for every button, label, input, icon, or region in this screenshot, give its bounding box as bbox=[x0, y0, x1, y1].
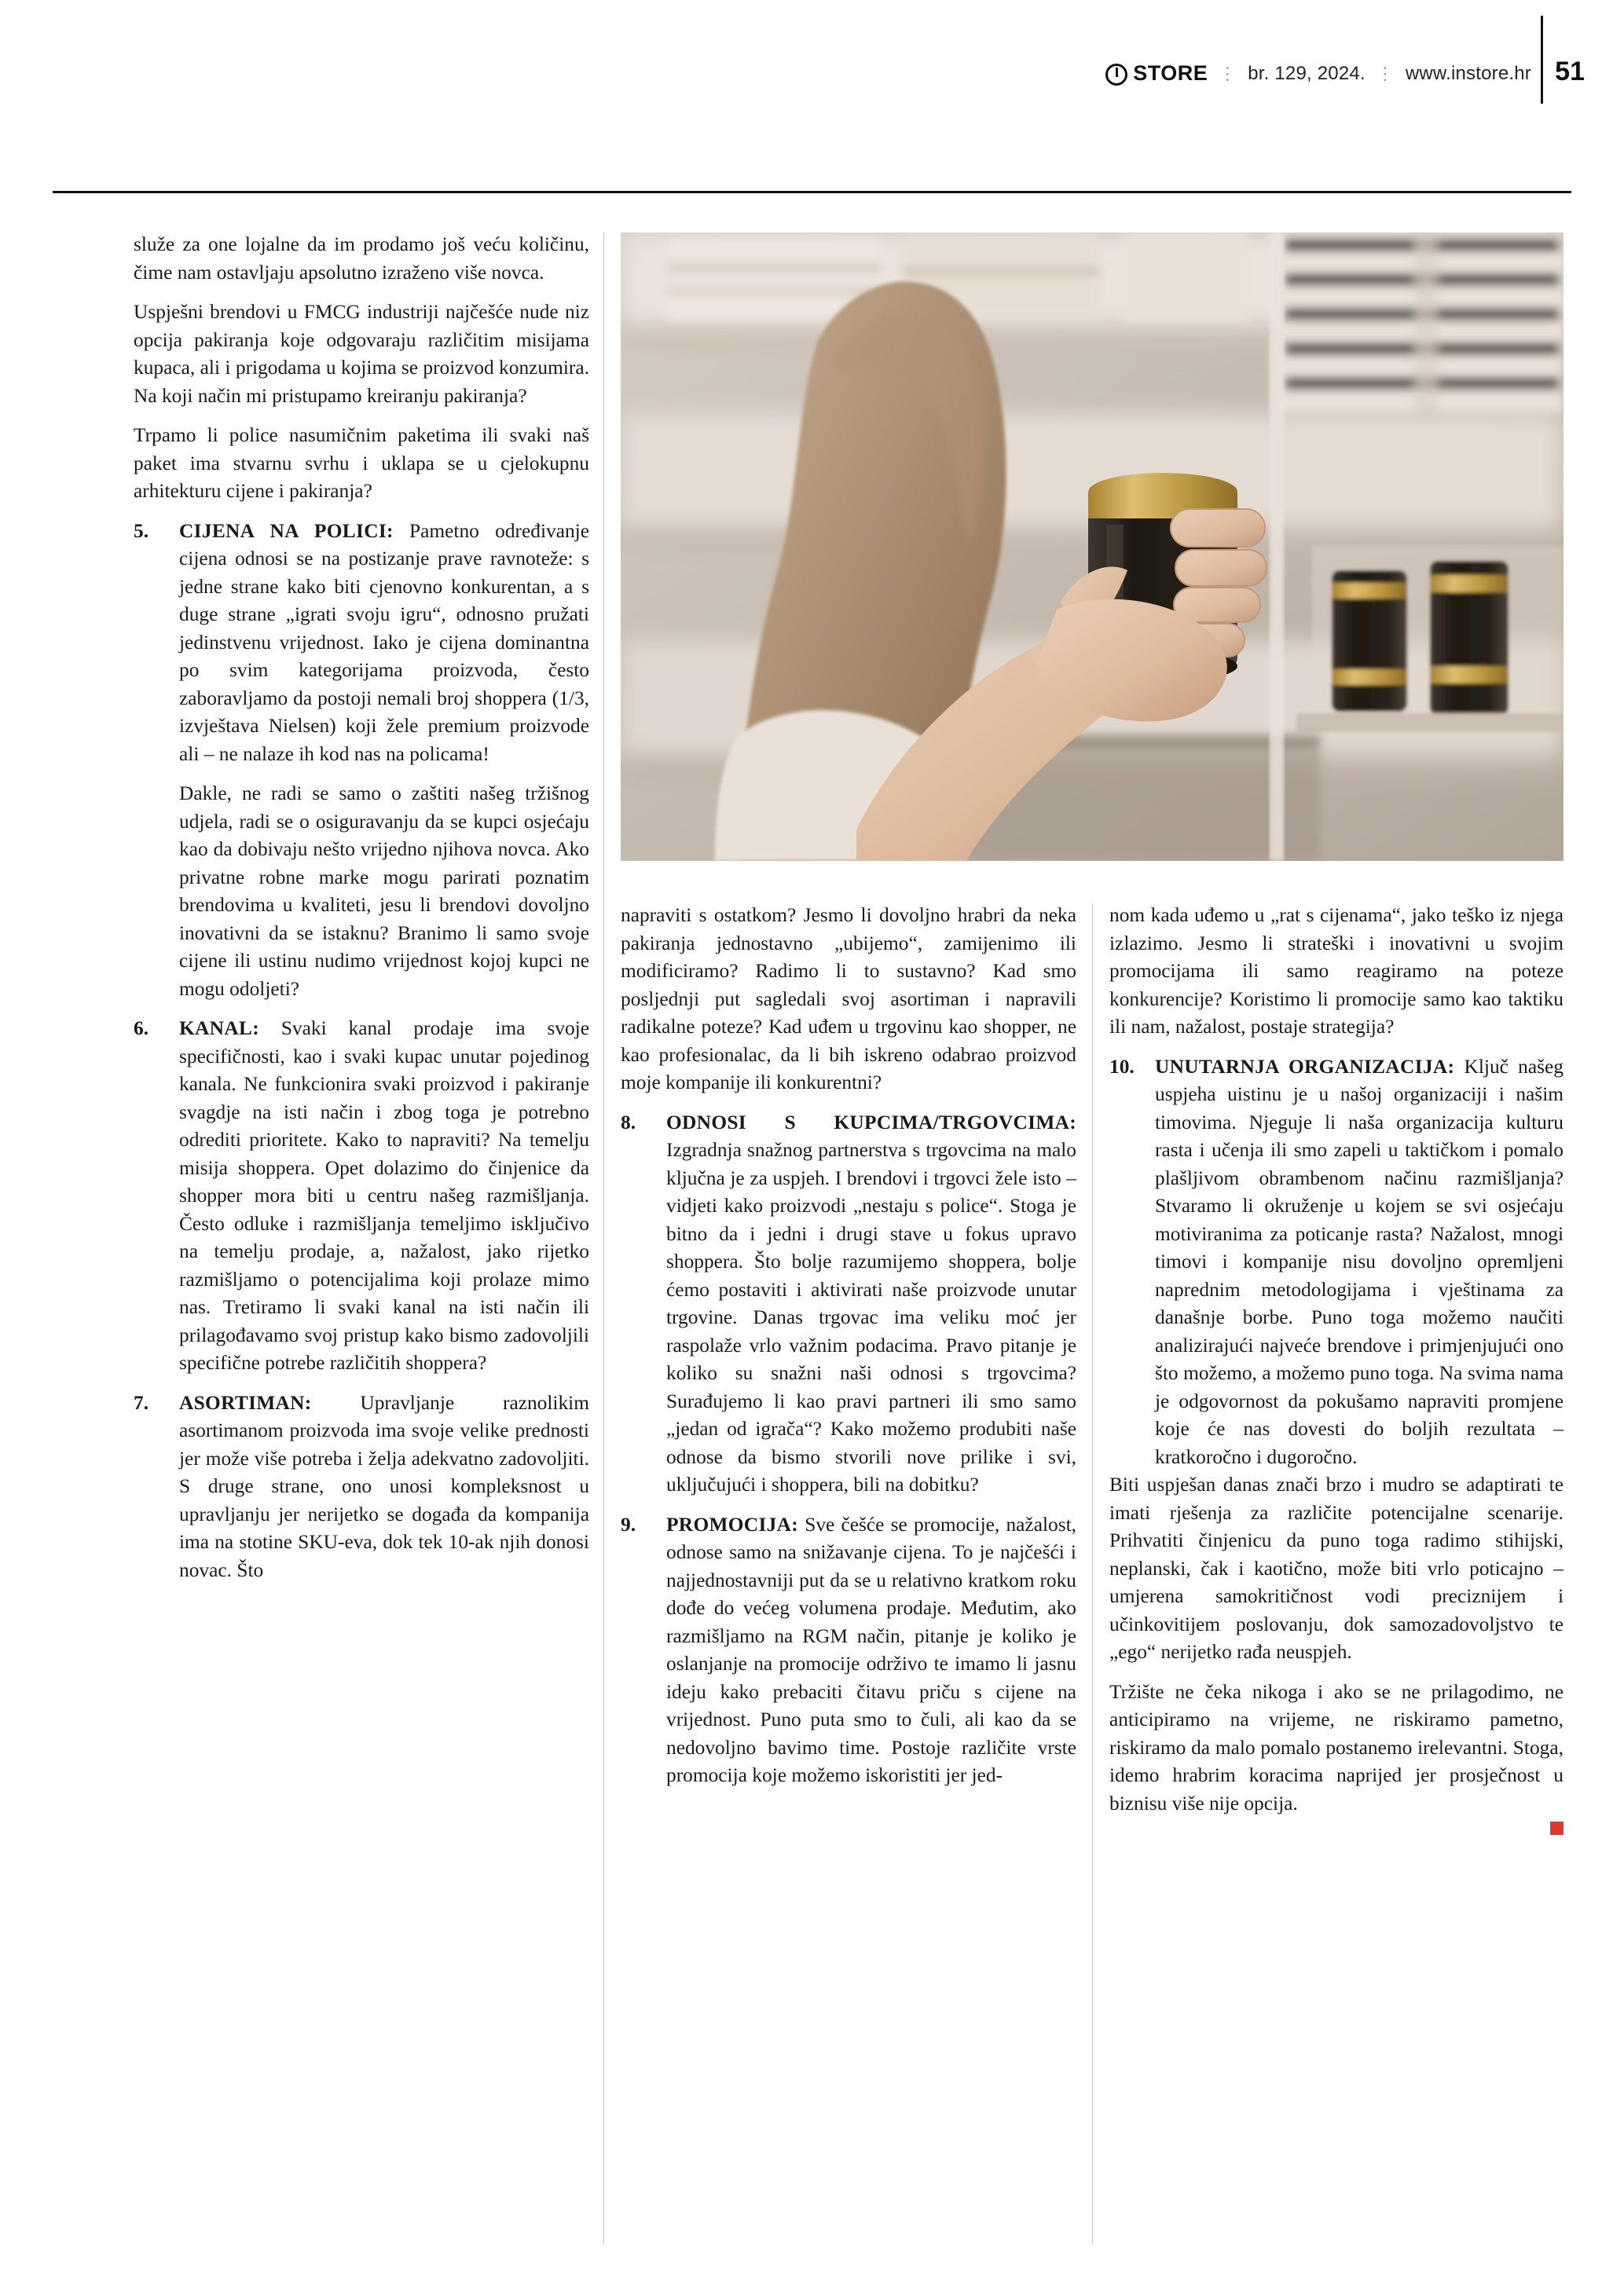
list-item-8 bbox=[621, 1109, 1076, 1500]
paragraph: Tržište ne čeka nikoga i ako se ne prilagodimo, ne anticipiramo na vrijeme, ne riskiramo pametno, riskiramo da malo pomalo postanemo irelevantni. Stoga, idemo hrabrim koracima naprijed jer prosječnost u biznisu više nije opcija. bbox=[1109, 1680, 1564, 1814]
paragraph bbox=[666, 1109, 1076, 1500]
paragraph bbox=[179, 1390, 589, 1585]
paragraph bbox=[179, 1015, 589, 1378]
issue-label: br. 129, 2024. bbox=[1248, 62, 1366, 84]
list-number: 9. bbox=[621, 1513, 636, 1536]
shopper-photo-illustration bbox=[621, 233, 1564, 861]
instore-logo bbox=[1105, 61, 1208, 86]
brand-name: STORE bbox=[1133, 61, 1208, 85]
header-meta bbox=[1105, 61, 1531, 86]
column-divider-1 bbox=[603, 233, 604, 2243]
list-lead: UNUTARNJA ORGANIZACIJA: bbox=[1155, 1055, 1455, 1078]
list-number: 8. bbox=[621, 1111, 636, 1133]
paragraph: služe za one lojalne da im prodamo još veću količinu, čime nam ostavljaju apsolutno izraženo više novca. bbox=[134, 233, 589, 284]
paragraph: Biti uspješan danas znači brzo i mudro se adaptirati te imati rješenja za različite potencijalne scenarije. Prihvatiti činjenicu da puno toga radimo stihijski, neplanski, čak i kaotično, može biti vrlo poticajno – umjerena samokritičnost vodi preciznijem i učinkovitijem poslovanju, dok samozadovoljstvo te „ego“ nerijetko rađa neuspjeh. bbox=[1109, 1474, 1564, 1663]
website-label: www.instore.hr bbox=[1405, 62, 1531, 84]
list-lead: ODNOSI S KUPCIMA/TRGOVCIMA: bbox=[666, 1111, 1076, 1133]
paragraph: Trpamo li police nasumičnim paketima ili svaki naš paket ima stvarnu svrhu i uklapa se u cjelokupnu arhitekturu cijene i pakiranja? bbox=[134, 424, 589, 502]
list-body: Sve češće se promocije, nažalost, odnose samo na snižavanje cijena. To je najčešći i najjednostavniji put da se u relativno kratkom roku dođe do većeg volumena prodaje. Međutim, ako razmišljamo na RGM način, pitanje je koliko je oslanjanje na promocije održivo te imamo li jasnu ideju kako prebaciti čitavu priču s cijene na vrijednost. Puno puta smo to čuli, ali kao da se nedovoljno bavimo time. Postoje različite vrste promocija koje možemo iskoristiti jer jed- bbox=[666, 1513, 1076, 1786]
article-column-3 bbox=[1109, 902, 1564, 1838]
paragraph bbox=[179, 518, 589, 769]
list-lead: CIJENA NA POLICI: bbox=[179, 519, 394, 542]
list-lead: ASORTIMAN: bbox=[179, 1391, 312, 1414]
article-photo bbox=[621, 233, 1564, 861]
instore-mark-icon bbox=[1105, 64, 1127, 86]
article-column-2 bbox=[621, 902, 1076, 1790]
header-separator-1: ⋮ bbox=[1219, 63, 1237, 83]
list-body: Pametno određivanje cijena odnosi se na postizanje prave ravnoteže: s jedne strane kako biti cjenovno konkurentan, a s duge strane „igrati svoju igru“, odnosno pružati jedinstvenu vrijednost. Iako je cijena dominantna po svim kategorijama proizvoda, često zaboravljamo da postoji nemali broj shoppera (1/3, izvještava Nielsen) koji žele premium proizvode ali – ne nalaze ih kod nas na policama! bbox=[179, 519, 589, 765]
paragraph: napraviti s ostatkom? Jesmo li dovoljno hrabri da neka pakiranja jednostavno „ubijemo“, zamijenimo ili modificiramo? Radimo li to sustavno? Kad smo posljednji put sagledali svoj asortiman i napravili radikalne poteze? Kad uđem u trgovinu kao shopper, ne kao profesionalac, da li bih iskreno odabrao proizvod moje kompanije ili konkurentni? bbox=[621, 904, 1076, 1093]
page-header bbox=[0, 57, 1624, 116]
paragraph: nom kada uđemo u „rat s cijenama“, jako teško iz njega izlazimo. Jesmo li strateški i inovativni u svojim promocijama ili samo reagiramo na poteze konkurencije? Koristimo li promocije samo kao taktiku ili nam, nažalost, postaje strategija? bbox=[1109, 904, 1564, 1038]
list-lead: PROMOCIJA: bbox=[666, 1513, 799, 1536]
list-body: Ključ našeg uspjeha uistinu je u našoj organizaciji i našim timovima. Njeguje li naša organizacija kulturu rasta i učenja ili smo zapeli u taktičkom i pomalo plašljivom obrambenom načinu razmišljanja? Stvaramo li okruženje u kojem se svi osjećaju motiviranima za poticanje rasta? Nažalost, mnogi timovi i kompanije nisu dovoljno opremljeni naprednim metodologijama i vještinama za današnje borbe. Puno toga možemo naučiti analizirajući najveće brendove i primjenjujući ono što možemo, a možemo puno toga. Na svima nama je odgovornost da pokušamo napraviti promjene koje će nas dovesti do boljih rezultata – kratkoročno i dugoročno. bbox=[1155, 1055, 1564, 1468]
list-body: Upravljanje raznolikim asortimanom proizvoda ima svoje velike prednosti jer može više potreba i želja adekvatno zadovoljiti. S druge strane, ono unosi kompleksnost u upravljanju jer nerijetko se događa da kompanija ima na stotine SKU-eva, dok tek 10-ak njih donosi novac. Što bbox=[179, 1391, 589, 1581]
list-item-7 bbox=[134, 1390, 589, 1585]
list-number: 7. bbox=[134, 1391, 149, 1414]
list-item-5 bbox=[134, 518, 589, 1004]
header-vertical-rule bbox=[1541, 16, 1543, 104]
list-lead: KANAL: bbox=[179, 1017, 259, 1039]
list-item-10 bbox=[1109, 1053, 1564, 1472]
paragraph bbox=[1155, 1053, 1564, 1472]
header-horizontal-rule bbox=[53, 191, 1571, 193]
list-item-9 bbox=[621, 1511, 1076, 1790]
list-number: 10. bbox=[1109, 1055, 1135, 1078]
list-number: 5. bbox=[134, 519, 149, 542]
list-body: Izgradnja snažnog partnerstva s trgovcima na malo ključna je za uspjeh. I brendovi i trgovci žele isto – vidjeti kako proizvodi „nestaju s police“. Stoga je bitno da i jedni i drugi stave u fokus upravo shoppera. Što bolje razumijemo shoppera, bolje ćemo postaviti i aktivirati naše proizvode unutar trgovine. Danas trgovac ima veliku moć jer raspolaže vrlo važnim podacima. Pravo pitanje je koliko su snažni naši odnosi s trgovcima? Surađujemo li kao pravi partneri ili smo samo „jedan od igrača“? Kako možemo produbiti naše odnose da bismo stvorili nove prilike i svi, uključujući i shoppera, bili na dobitku? bbox=[666, 1139, 1076, 1496]
end-of-article-mark bbox=[1550, 1822, 1564, 1835]
article-column-1 bbox=[134, 231, 589, 1584]
header-separator-2: ⋮ bbox=[1376, 63, 1395, 83]
list-number: 6. bbox=[134, 1017, 149, 1039]
paragraph bbox=[666, 1511, 1076, 1790]
list-item-6 bbox=[134, 1015, 589, 1378]
page-number: 51 bbox=[1555, 57, 1585, 86]
paragraph: Dakle, ne radi se samo o zaštiti našeg tržišnog udjela, radi se o osiguravanju da se kupci osjećaju kao da dobivaju nešto vrijedno njihova novca. Ako privatne robne marke mogu parirati poznatim brendovima u kvaliteti, jesu li brendovi dovoljno inovativni da se istaknu? Branimo li samo svoje cijene ili ustinu nudimo vrijednost kojoj kupci ne mogu odoljeti? bbox=[179, 782, 589, 1000]
column-divider-2 bbox=[1092, 903, 1093, 2243]
paragraph: Uspješni brendovi u FMCG industriji najčešće nude niz opcija pakiranja koje odgovaraju različitim misijama kupaca, ali i prigodama u kojima se proizvod konzumira. Na koji način mi pristupamo kreiranju pakiranja? bbox=[134, 301, 589, 407]
list-body: Svaki kanal prodaje ima svoje specifičnosti, kao i svaki kupac unutar pojedinog kanala. Ne funkcionira svaki proizvod i pakiranje svagdje na isti način i zbog toga je potrebno odrediti prioritete. Kako to napraviti? Na temelju misija shoppera. Opet dolazimo do činjenice da shopper mora biti u centru našeg razmišljanja. Često odluke i razmišljanja temeljimo isključivo na temelju prodaje, a, nažalost, jako rijetko razmišljamo o potencijalima koji prolaze mimo nas. Tretiramo li svaki kanal na isti način ili prilagođavamo svoj pristup kako bismo zadovoljili specifične potrebe različitih shoppera? bbox=[179, 1017, 589, 1374]
